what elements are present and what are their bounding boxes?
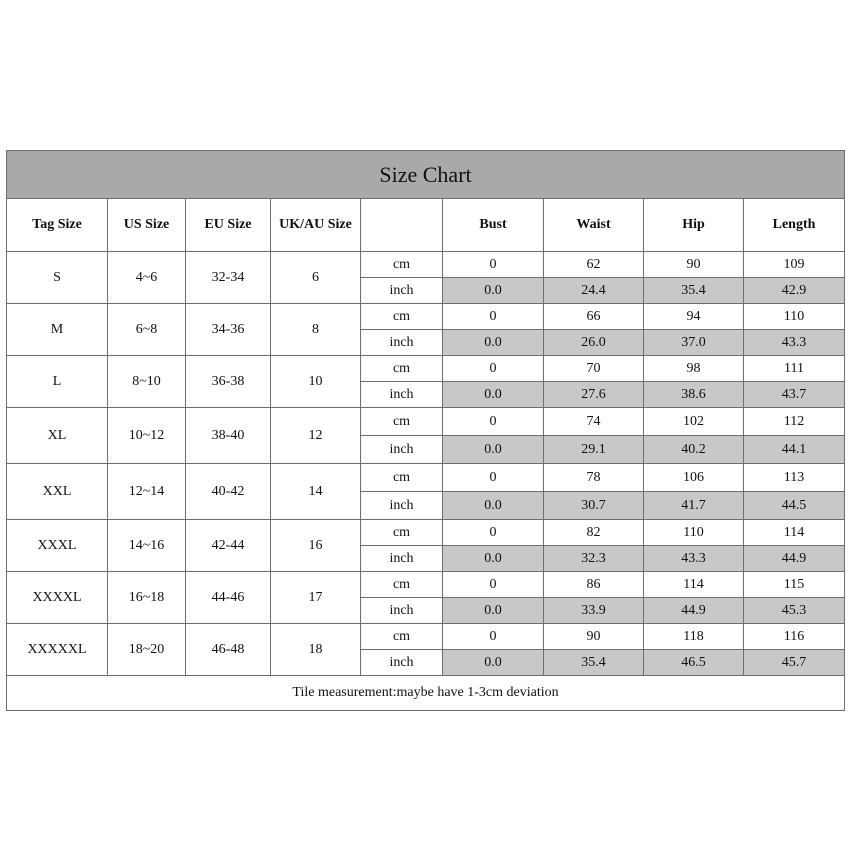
- measurement-note: Tile measurement:maybe have 1-3cm deviation: [7, 676, 845, 711]
- header-us-size: US Size: [108, 199, 186, 252]
- waist-cell: 78: [544, 464, 644, 492]
- length-cell: 112: [744, 408, 845, 436]
- table-row: [7, 624, 845, 650]
- bust-cell: 0: [443, 624, 544, 650]
- hip-cell: 110: [644, 520, 744, 546]
- length-cell: 43.3: [744, 330, 845, 356]
- eu-size-cell: 42-44: [186, 520, 271, 572]
- ukau-size-cell: 10: [271, 356, 361, 408]
- length-cell: 42.9: [744, 278, 845, 304]
- waist-cell: 35.4: [544, 650, 644, 676]
- table-row: [7, 304, 845, 330]
- waist-cell: 90: [544, 624, 644, 650]
- unit-cell: cm: [361, 408, 443, 436]
- eu-size-cell: 44-46: [186, 572, 271, 624]
- waist-cell: 62: [544, 252, 644, 278]
- hip-cell: 44.9: [644, 598, 744, 624]
- length-cell: 44.9: [744, 546, 845, 572]
- eu-size-cell: 32-34: [186, 252, 271, 304]
- table-row: [7, 252, 845, 278]
- ukau-size-cell: 12: [271, 408, 361, 464]
- unit-cell: inch: [361, 492, 443, 520]
- waist-cell: 30.7: [544, 492, 644, 520]
- waist-cell: 26.0: [544, 330, 644, 356]
- hip-cell: 114: [644, 572, 744, 598]
- tag-size-cell: S: [7, 252, 108, 304]
- length-cell: 116: [744, 624, 845, 650]
- hip-cell: 102: [644, 408, 744, 436]
- tag-size-cell: XXL: [7, 464, 108, 520]
- bust-cell: 0.0: [443, 492, 544, 520]
- bust-cell: 0.0: [443, 546, 544, 572]
- waist-cell: 82: [544, 520, 644, 546]
- length-cell: 44.1: [744, 436, 845, 464]
- unit-cell: inch: [361, 436, 443, 464]
- hip-cell: 35.4: [644, 278, 744, 304]
- bust-cell: 0: [443, 304, 544, 330]
- bust-cell: 0.0: [443, 650, 544, 676]
- hip-cell: 41.7: [644, 492, 744, 520]
- unit-cell: cm: [361, 520, 443, 546]
- table-row: [7, 408, 845, 436]
- length-cell: 45.3: [744, 598, 845, 624]
- us-size-cell: 18~20: [108, 624, 186, 676]
- unit-cell: inch: [361, 650, 443, 676]
- length-cell: 45.7: [744, 650, 845, 676]
- us-size-cell: 12~14: [108, 464, 186, 520]
- us-size-cell: 14~16: [108, 520, 186, 572]
- unit-cell: cm: [361, 356, 443, 382]
- bust-cell: 0.0: [443, 278, 544, 304]
- tag-size-cell: XXXXXL: [7, 624, 108, 676]
- eu-size-cell: 38-40: [186, 408, 271, 464]
- unit-cell: inch: [361, 546, 443, 572]
- us-size-cell: 6~8: [108, 304, 186, 356]
- bust-cell: 0: [443, 520, 544, 546]
- length-cell: 113: [744, 464, 845, 492]
- ukau-size-cell: 6: [271, 252, 361, 304]
- length-cell: 110: [744, 304, 845, 330]
- bust-cell: 0: [443, 356, 544, 382]
- header-tag-size: Tag Size: [7, 199, 108, 252]
- hip-cell: 40.2: [644, 436, 744, 464]
- bust-cell: 0: [443, 252, 544, 278]
- tag-size-cell: XXXXL: [7, 572, 108, 624]
- waist-cell: 74: [544, 408, 644, 436]
- waist-cell: 29.1: [544, 436, 644, 464]
- length-cell: 115: [744, 572, 845, 598]
- header-bust: Bust: [443, 199, 544, 252]
- bust-cell: 0: [443, 464, 544, 492]
- ukau-size-cell: 8: [271, 304, 361, 356]
- us-size-cell: 4~6: [108, 252, 186, 304]
- chart-title: Size Chart: [7, 151, 845, 199]
- waist-cell: 32.3: [544, 546, 644, 572]
- us-size-cell: 10~12: [108, 408, 186, 464]
- hip-cell: 46.5: [644, 650, 744, 676]
- length-cell: 44.5: [744, 492, 845, 520]
- waist-cell: 27.6: [544, 382, 644, 408]
- table-row: [7, 464, 845, 492]
- hip-cell: 90: [644, 252, 744, 278]
- tag-size-cell: XL: [7, 408, 108, 464]
- hip-cell: 37.0: [644, 330, 744, 356]
- eu-size-cell: 40-42: [186, 464, 271, 520]
- unit-cell: cm: [361, 624, 443, 650]
- ukau-size-cell: 17: [271, 572, 361, 624]
- header-row: [7, 199, 845, 252]
- unit-cell: cm: [361, 572, 443, 598]
- us-size-cell: 16~18: [108, 572, 186, 624]
- length-cell: 43.7: [744, 382, 845, 408]
- header-eu-size: EU Size: [186, 199, 271, 252]
- bust-cell: 0.0: [443, 382, 544, 408]
- waist-cell: 70: [544, 356, 644, 382]
- unit-cell: inch: [361, 330, 443, 356]
- tag-size-cell: XXXL: [7, 520, 108, 572]
- hip-cell: 98: [644, 356, 744, 382]
- ukau-size-cell: 16: [271, 520, 361, 572]
- unit-cell: inch: [361, 598, 443, 624]
- hip-cell: 94: [644, 304, 744, 330]
- header-waist: Waist: [544, 199, 644, 252]
- unit-cell: cm: [361, 252, 443, 278]
- hip-cell: 43.3: [644, 546, 744, 572]
- bust-cell: 0: [443, 572, 544, 598]
- table-row: [7, 356, 845, 382]
- size-chart: [6, 150, 844, 711]
- unit-cell: inch: [361, 382, 443, 408]
- eu-size-cell: 34-36: [186, 304, 271, 356]
- header-ukau-size: UK/AU Size: [271, 199, 361, 252]
- header-hip: Hip: [644, 199, 744, 252]
- bust-cell: 0.0: [443, 436, 544, 464]
- ukau-size-cell: 18: [271, 624, 361, 676]
- hip-cell: 106: [644, 464, 744, 492]
- bust-cell: 0.0: [443, 598, 544, 624]
- eu-size-cell: 46-48: [186, 624, 271, 676]
- waist-cell: 86: [544, 572, 644, 598]
- length-cell: 109: [744, 252, 845, 278]
- eu-size-cell: 36-38: [186, 356, 271, 408]
- header-length: Length: [744, 199, 845, 252]
- hip-cell: 38.6: [644, 382, 744, 408]
- length-cell: 114: [744, 520, 845, 546]
- waist-cell: 66: [544, 304, 644, 330]
- header-unit: [361, 199, 443, 252]
- size-table: [6, 150, 845, 711]
- bust-cell: 0.0: [443, 330, 544, 356]
- waist-cell: 24.4: [544, 278, 644, 304]
- table-row: [7, 572, 845, 598]
- table-row: [7, 520, 845, 546]
- hip-cell: 118: [644, 624, 744, 650]
- waist-cell: 33.9: [544, 598, 644, 624]
- bust-cell: 0: [443, 408, 544, 436]
- tag-size-cell: M: [7, 304, 108, 356]
- unit-cell: cm: [361, 304, 443, 330]
- us-size-cell: 8~10: [108, 356, 186, 408]
- length-cell: 111: [744, 356, 845, 382]
- tag-size-cell: L: [7, 356, 108, 408]
- unit-cell: inch: [361, 278, 443, 304]
- unit-cell: cm: [361, 464, 443, 492]
- ukau-size-cell: 14: [271, 464, 361, 520]
